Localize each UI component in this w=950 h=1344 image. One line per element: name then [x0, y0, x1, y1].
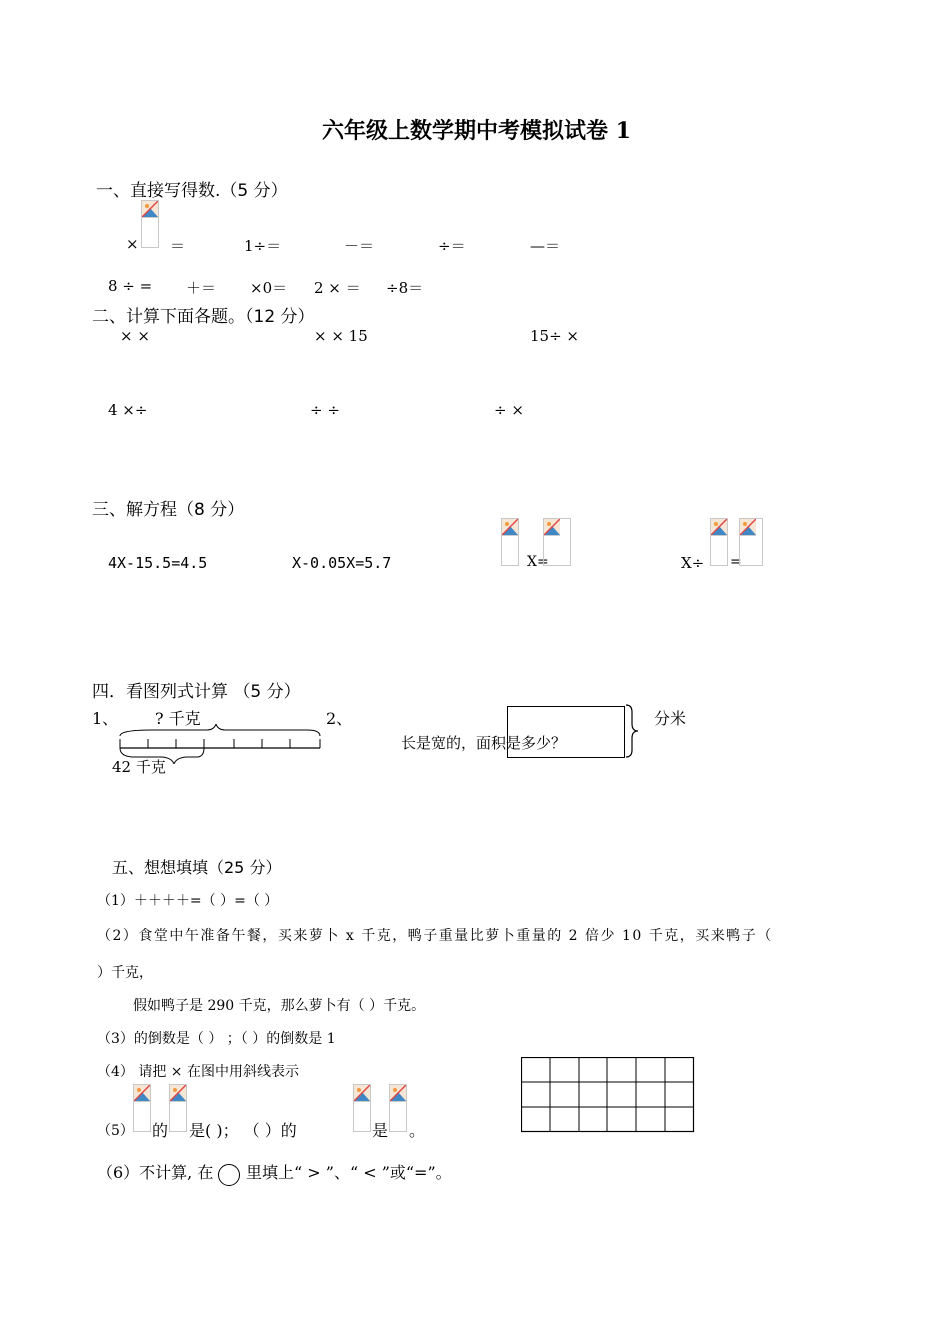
- diagram-top-label: ? 千克: [155, 709, 201, 728]
- broken-image-icon: [389, 1084, 407, 1132]
- unit-label: 分米: [654, 709, 687, 728]
- s2-item: × × 15: [314, 327, 368, 345]
- broken-image-icon: [353, 1084, 371, 1132]
- s2-item: × ×: [120, 327, 150, 345]
- image-placeholder-icon: [711, 519, 727, 536]
- s1-item: ÷8＝: [386, 279, 424, 297]
- s1-item: ＝: [170, 237, 186, 255]
- section-3-heading: 三、解方程（8 分）: [92, 500, 245, 520]
- question-1: （1）＋＋＋＋=（ ）=（ ）: [97, 893, 279, 909]
- image-placeholder-icon: [502, 519, 518, 536]
- section-2-heading: 二、计算下面各题。（12 分）: [92, 307, 315, 327]
- s1-item: ＋＝: [186, 279, 217, 297]
- question-2-line-1: （2）食堂中午准备午餐，买来萝卜 x 千克，鸭子重量比萝卜重量的 2 倍少 10 千克，买来鸭子（: [97, 928, 773, 944]
- problem-2-label: 2、: [326, 709, 353, 728]
- s1-item: ×: [126, 235, 139, 253]
- image-placeholder-icon: [134, 1085, 150, 1102]
- s2-item: 4 ×÷: [108, 401, 148, 419]
- s1-item: －＝: [344, 237, 375, 255]
- equation: X=: [527, 554, 549, 570]
- image-placeholder-icon: [740, 519, 756, 536]
- s1-item: ×0＝: [250, 279, 288, 297]
- question-5-text: 。: [409, 1121, 426, 1140]
- question-2-line-2: ）千克，: [97, 965, 153, 981]
- grid-figure: [521, 1057, 695, 1133]
- page-title: 六年级上数学期中考模拟试卷 1: [322, 118, 631, 144]
- equation: 4X-15.5=4.5: [108, 554, 208, 572]
- broken-image-icon: [133, 1084, 151, 1132]
- s1-item: —＝: [530, 237, 561, 255]
- broken-image-icon: [501, 518, 519, 566]
- problem-2-text: 长是宽的，面积是多少？: [401, 734, 567, 752]
- equation: X-0.05X=5.7: [292, 554, 392, 572]
- s1-item: 1÷＝: [244, 237, 282, 255]
- s1-item: 8 ÷ =: [108, 277, 153, 295]
- image-placeholder-icon: [354, 1085, 370, 1102]
- s2-item: ÷ ÷: [310, 401, 340, 419]
- question-5-text: 是( )； （ ）的: [189, 1121, 297, 1140]
- broken-image-icon: [169, 1084, 187, 1132]
- image-placeholder-icon: [142, 201, 158, 218]
- broken-image-icon: [543, 518, 571, 566]
- section-4-heading: 四．看图列式计算 （5 分）: [92, 682, 301, 702]
- image-placeholder-icon: [170, 1085, 186, 1102]
- question-6-text: 里填上“ > ”、“ < ”或“=”。: [246, 1163, 452, 1182]
- image-placeholder-icon: [390, 1085, 406, 1102]
- broken-image-icon: [141, 200, 159, 248]
- image-placeholder-icon: [544, 519, 560, 536]
- question-6-prefix: （6）不计算, 在: [97, 1163, 214, 1182]
- section-1-heading: 一、直接写得数.（5 分）: [96, 181, 288, 201]
- question-2-line-3: 假如鸭子是 290 千克，那么萝卜有（ ）千克。: [133, 998, 426, 1014]
- problem-1-label: 1、: [92, 709, 119, 728]
- question-5-text: 是: [372, 1121, 389, 1140]
- question-4: （4） 请把 × 在图中用斜线表示: [97, 1064, 299, 1080]
- section-5-heading: 五、想想填填（25 分）: [112, 858, 282, 877]
- question-3: （3）的倒数是（ ） ；（ ）的倒数是 1: [97, 1031, 336, 1047]
- s2-item: 15÷ ×: [530, 327, 579, 345]
- diagram-bottom-label: 42 千克: [112, 758, 166, 776]
- right-brace-icon: [624, 704, 640, 758]
- equation: X÷: [681, 554, 705, 572]
- question-5-text: 的: [152, 1121, 169, 1140]
- s1-item: 2 × ＝: [314, 279, 361, 297]
- s2-item: ÷ ×: [494, 401, 524, 419]
- broken-image-icon: [739, 518, 763, 566]
- s1-item: ÷＝: [438, 237, 466, 255]
- compare-circle-icon: [218, 1164, 240, 1186]
- question-5-prefix: （5）: [97, 1123, 134, 1139]
- broken-image-icon: [710, 518, 728, 566]
- equation: =: [730, 554, 742, 570]
